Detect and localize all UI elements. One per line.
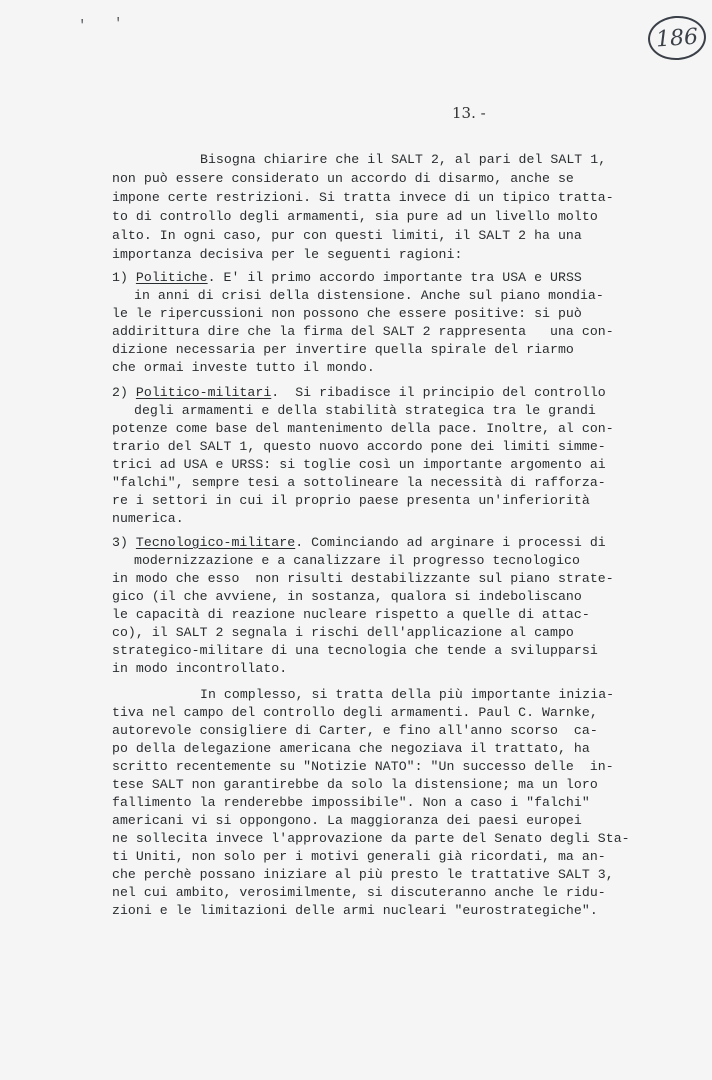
intro-line: importanza decisiva per le seguenti ragioni: <box>112 247 463 262</box>
intro-line: alto. In ogni caso, pur con questi limiti, il SALT 2 ha una <box>112 228 582 243</box>
point-2-heading-line <box>112 385 606 401</box>
intro-line: non può essere considerato un accordo di disarmo, anche se <box>112 171 574 186</box>
point-line: modernizzazione e a canalizzare il progresso tecnologico <box>134 553 580 568</box>
point-heading-rest: . Si ribadisce il principio del controllo <box>271 385 606 400</box>
conclusion-line: ne sollecita invece l'approvazione da parte del Senato degli Sta- <box>112 831 630 846</box>
archive-number: 186 <box>655 24 699 52</box>
point-number: 3) <box>112 535 128 550</box>
point-line: trario del SALT 1, questo nuovo accordo pone dei limiti simme- <box>112 439 606 454</box>
conclusion-line: ti Uniti, non solo per i motivi generali già ricordati, ma an- <box>112 849 606 864</box>
point-line: degli armamenti e della stabilità strategica tra le grandi <box>134 403 596 418</box>
point-line: in anni di crisi della distensione. Anche sul piano mondia- <box>134 288 604 303</box>
point-line: le capacità di reazione nucleare rispetto a quelle di attac- <box>112 607 590 622</box>
intro-line: to di controllo degli armamenti, sia pure ad un livello molto <box>112 209 598 224</box>
conclusion-line: americani vi si oppongono. La maggioranza dei paesi europei <box>112 813 582 828</box>
point-line: potenze come base del mantenimento della pace. Inoltre, al con- <box>112 421 614 436</box>
point-line: "falchi", sempre tesi a sottolineare la necessità di rafforza- <box>112 475 606 490</box>
conclusion-line: fallimento la renderebbe impossibile". Non a caso i "falchi" <box>112 795 590 810</box>
point-heading: Tecnologico-militare <box>135 535 296 550</box>
punch-mark-right: ' <box>114 16 123 32</box>
point-line: trici ad USA e URSS: si toglie così un importante argomento ai <box>112 457 606 472</box>
point-line: le le ripercussioni non possono che essere positive: si può <box>112 306 582 321</box>
point-line: co), il SALT 2 segnala i rischi dell'applicazione al campo <box>112 625 574 640</box>
page-number: 13. - <box>452 104 486 122</box>
intro-line: Bisogna chiarire che il SALT 2, al pari del SALT 1, <box>200 152 607 167</box>
intro-line: impone certe restrizioni. Si tratta invece di un tipico tratta- <box>112 190 614 205</box>
point-heading-rest: . E' il primo accordo importante tra USA e URSS <box>207 270 582 285</box>
conclusion-line: tese SALT non garantirebbe da solo la distensione; ma un loro <box>112 777 598 792</box>
conclusion-line: che perchè possano iniziare al più presto le trattative SALT 3, <box>112 867 614 882</box>
point-number: 1) <box>112 270 128 285</box>
conclusion-line: nel cui ambito, verosimilmente, si discuteranno anche le ridu- <box>112 885 606 900</box>
conclusion-line: scritto recentemente su "Notizie NATO": "Un successo delle in- <box>112 759 614 774</box>
point-line: addirittura dire che la firma del SALT 2 rappresenta una con- <box>112 324 614 339</box>
conclusion-line: In complesso, si tratta della più importante inizia- <box>200 687 615 702</box>
point-line: che ormai investe tutto il mondo. <box>112 360 375 375</box>
point-line: dizione necessaria per invertire quella spirale del riarmo <box>112 342 574 357</box>
punch-mark-left: ' <box>78 18 87 34</box>
point-line: numerica. <box>112 511 184 526</box>
conclusion-line: po della delegazione americana che negoziava il trattato, ha <box>112 741 590 756</box>
point-heading: Politico-militari <box>135 385 272 400</box>
point-heading: Politiche <box>135 270 208 285</box>
conclusion-line: tiva nel campo del controllo degli armamenti. Paul C. Warnke, <box>112 705 598 720</box>
point-line: gico (il che avviene, in sostanza, qualora si indeboliscano <box>112 589 582 604</box>
point-1-heading-line <box>112 270 582 286</box>
point-heading-rest: . Cominciando ad arginare i processi di <box>295 535 606 550</box>
point-line: re i settori in cui il proprio paese presenta un'inferiorità <box>112 493 590 508</box>
point-line: in modo incontrollato. <box>112 661 288 676</box>
point-line: strategico-militare di una tecnologia che tende a svilupparsi <box>112 643 598 658</box>
point-line: in modo che esso non risulti destabilizzante sul piano strate- <box>112 571 614 586</box>
conclusion-line: zioni e le limitazioni delle armi nucleari "eurostrategiche". <box>112 903 598 918</box>
archive-number-stamp <box>647 14 708 62</box>
point-number: 2) <box>112 385 128 400</box>
point-3-heading-line <box>112 535 606 551</box>
conclusion-line: autorevole consigliere di Carter, e fino all'anno scorso ca- <box>112 723 598 738</box>
